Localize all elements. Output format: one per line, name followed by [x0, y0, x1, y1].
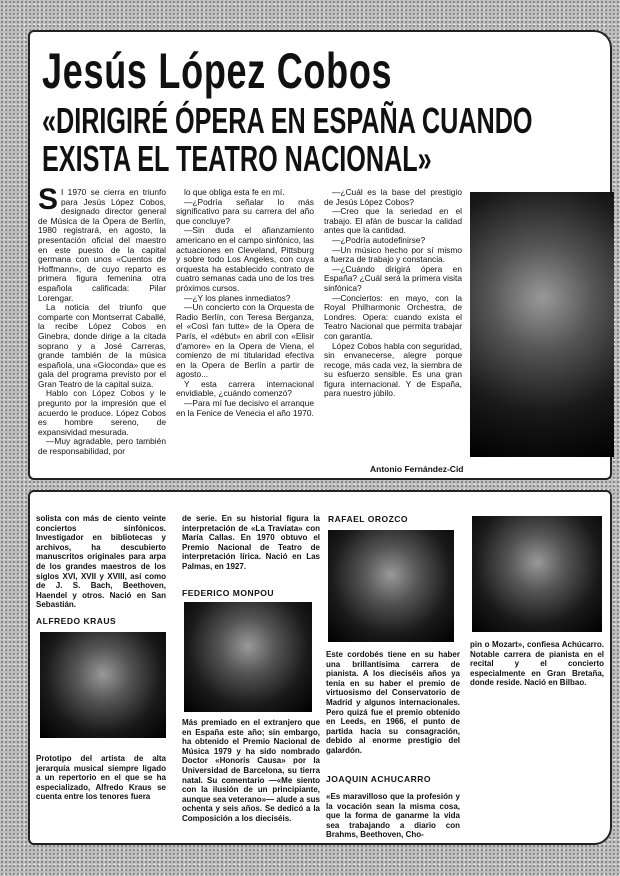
paragraph: —¿Y los planes inmediatos?: [184, 292, 291, 303]
paragraph: —Un músico hecho por sí mismo a fuerza de trabajo y constancia.: [324, 244, 462, 265]
paragraph: Hablo con López Cobos y le pregunto por la impresión que el acuerdo le produce. López Cobos es hombre sereno, de expansividad mesurada.: [38, 388, 166, 437]
paragraph: I 1970 se cierra en triunfo para Jesús López Cobos, designado director general de Música de la Ópera de Berlín, 1980 registrará, en agosto, la presentación oficial del maestro en este puesto de la capital germana con unos «Cuentos de Hoffmann», de cuyo reparto es primera figura femenina otra española calificada: Pilar Lorengar.: [38, 187, 166, 303]
name-monpou: FEDERICO MONPOU: [182, 588, 275, 598]
photo-achucarro: [472, 516, 602, 632]
paragraph: lo que obliga esta fe en mí.: [184, 187, 285, 197]
paragraph: —¿Cuándo dirigirá ópera en España? ¿Cuál será la primera visita sinfónica?: [324, 263, 462, 293]
paragraph: —¿Podría autodefinirse?: [332, 234, 426, 245]
text-achucarro: «Es maravilloso que la profesión y la vocación sean la misma cosa, que la forma de ganarme la vida sea trabajando a diario con Brahms, Beethoven, Cho-: [326, 792, 460, 840]
photo-kraus: [40, 632, 166, 738]
portrait-photo-lopez-cobos: [470, 192, 614, 457]
text-kraus: Prototipo del artista de alta jerarquía musical siempre ligado a un repertorio en el que se ha especializado, Alfredo Kraus se cuenta entre los tenores fuera: [36, 754, 166, 802]
text-achucarro-continued: pin o Mozart», confiesa Achúcarro. Notable carrera de pianista en el recital y el concierto especialmente en Gran Bretaña, donde reside. Nació en Bilbao.: [470, 640, 604, 688]
intro-text-col2: de serie. En su historial figura la interpretación de «La Traviata» con María Callas. En 1970 obtuvo el Premio Nacional de Teatro de interpretación lírica. Nació en Las Palmas, en 1927.: [182, 514, 320, 571]
name-achucarro: JOAQUIN ACHUCARRO: [326, 774, 431, 784]
paragraph: —Para mí fue decisivo el arranque en la Fenice de Venecia el año 1970.: [176, 398, 314, 418]
paragraph: —¿Cuál es la base del prestigio de Jesús López Cobos?: [324, 187, 462, 207]
photo-monpou: [184, 602, 312, 712]
article-column-3: [324, 188, 462, 399]
drop-cap: S: [38, 183, 59, 216]
paragraph: La noticia del triunfo que comparte con Montserrat Caballé, la recibe López Cobos en Ginebra, donde dirige a la citada soprano y a José Carreras, grande también de la música española, una «Gioconda» que es gala del programa previsto por el Gran Teatro de la capital suiza.: [38, 302, 166, 389]
article-column-2: [176, 188, 314, 418]
intro-text-col1: solista con más de ciento veinte conciertos sinfónicos. Investigador en bibliotecas y archivos, ha descubierto manuscritos originales para arpa de los grandes maestros de los siglos XVI, XVII y XVIII, así como de J. S. Bach, Beethoven, Haendel y otros. Nació en San Sebastián.: [36, 514, 166, 610]
headline-quote: «DIRIGIRÉ ÓPERA EN ESPAÑA CUANDO EXISTA EL TEATRO NACIONAL»: [42, 100, 533, 179]
photo-orozco: [328, 530, 454, 642]
paragraph: Y esta carrera internacional envidiable, ¿cuándo comenzó?: [176, 378, 314, 399]
text-orozco: Este cordobés tiene en su haber una brillantísima carrera de pianista. A los dieciséis años ya tenía en su haber el premio de virtuosismo del Conservatorio de Madrid y algunos internacionales. Pero quizá fue el premio obtenido en Leeds, en 1966, el punto de partida hacia su consagración, debido al enorme prestigio del galardón.: [326, 650, 460, 755]
name-kraus: ALFREDO KRAUS: [36, 616, 117, 626]
paragraph: López Cobos habla con seguridad, sin envanecerse, alegre porque recoge, más cada vez, la siembra de su esfuerzo sensible. Es una gran figura internacional. Y de España, para nuestro júbilo.: [324, 340, 462, 399]
text-monpou: Más premiado en el extranjero que en España este año; sin embargo, ha obtenido el Premio Nacional de Música 1979 y ha sido nombrado Doctor «Honoris Causa» por la Universidad de Barcelona, su tierra natal. Su comentario —«Me siento con la ilusión de un principiante, aunque sea veterano»— alude a sus ochenta y seis años. Se dedicó a la Composición a los dieciséis.: [182, 718, 320, 823]
paragraph: —Creo que la seriedad en el trabajo. El afán de buscar la calidad antes que la cantidad.: [324, 206, 462, 236]
article-column-1: [38, 183, 166, 457]
byline: Antonio Fernández-Cid: [370, 464, 464, 474]
name-orozco: RAFAEL OROZCO: [328, 514, 409, 524]
paragraph: —Muy agradable, pero también de responsabilidad, por: [38, 436, 166, 457]
musicians-section: [28, 490, 612, 845]
paragraph: —Conciertos: en mayo, con la Royal Philharmonic Orchestra, de Londres. Opera: cuando exista el Teatro Nacional que permita trabajar con garantía.: [324, 292, 462, 341]
main-article: [28, 30, 612, 480]
page-title: Jesús López Cobos: [42, 43, 393, 99]
paragraph: —Sin duda el afianzamiento americano en el campo sinfónico, las actuaciones en Cleveland, Pittsburg y sobre todo Los Angeles, con cuya orquesta ha establecido contrato de cuatro semanas cada uno de los tres próximos cursos.: [176, 225, 314, 293]
paragraph: —Un concierto con la Orquesta de Radio Berlín, con Teresa Berganza, el «Così fan tutte» de la Opera de París, el «début» en abril con «Elisir d'amore» en la Opera de Viena, el comienzo de mi titularidad efectiva en la Opera de Berlín a partir de agosto...: [176, 302, 314, 380]
paragraph: —¿Podría señalar lo más significativo para su carrera del año que concluye?: [176, 196, 314, 226]
